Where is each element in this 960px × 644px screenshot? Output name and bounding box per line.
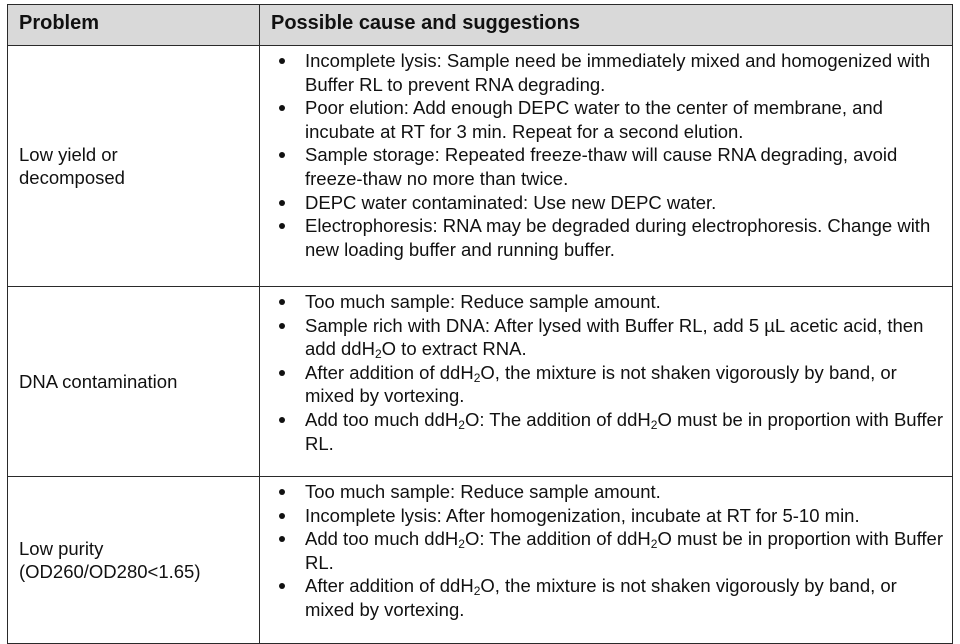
- suggestion-item: Incomplete lysis: Sample need be immediately mixed and homogenized with Buffer RL to prevent RNA degrading.: [260, 49, 952, 96]
- header-cause: Possible cause and suggestions: [260, 5, 953, 46]
- suggestion-item: After addition of ddH$_2$O, the mixture is not shaken vigorously by band, or mixed by vortexing.: [260, 574, 952, 621]
- suggestion-item: Too much sample: Reduce sample amount.: [260, 290, 952, 314]
- suggestion-item: Add too much ddH$_2$O: The addition of ddH$_2$O must be in proportion with Buffer RL.: [260, 527, 952, 574]
- suggestion-list: [260, 49, 952, 261]
- cause-cell: [260, 287, 953, 477]
- suggestion-item: Add too much ddH$_2$O: The addition of ddH$_2$O must be in proportion with Buffer RL.: [260, 408, 952, 455]
- cause-cell: [260, 477, 953, 644]
- problem-text: DNA contamination: [19, 370, 178, 392]
- problem-text: (OD260/OD280<1.65): [19, 561, 201, 582]
- suggestion-item: DEPC water contaminated: Use new DEPC water.: [260, 191, 952, 215]
- table-row: [8, 287, 953, 477]
- suggestion-item: Sample storage: Repeated freeze-thaw will cause RNA degrading, avoid freeze-thaw no more than twice.: [260, 143, 952, 190]
- table-header-row: [8, 5, 953, 46]
- suggestion-item: After addition of ddH$_2$O, the mixture is not shaken vigorously by band, or mixed by vortexing.: [260, 361, 952, 408]
- cause-cell: [260, 46, 953, 287]
- problem-text: decomposed: [19, 167, 125, 188]
- problem-cell: [8, 287, 260, 477]
- suggestion-item: Incomplete lysis: After homogenization, incubate at RT for 5-10 min.: [260, 504, 952, 528]
- problem-text: Low yield or: [19, 143, 118, 165]
- troubleshooting-table: [7, 4, 953, 644]
- suggestion-list: [260, 290, 952, 455]
- table-row: [8, 46, 953, 287]
- header-problem: Problem: [8, 5, 260, 46]
- suggestion-item: Electrophoresis: RNA may be degraded during electrophoresis. Change with new loading buffer and running buffer.: [260, 214, 952, 261]
- problem-text: Low purity: [19, 537, 104, 559]
- table-row: [8, 477, 953, 644]
- problem-cell: [8, 46, 260, 287]
- suggestion-item: Sample rich with DNA: After lysed with Buffer RL, add 5 µL acetic acid, then add ddH$_2$O to extract RNA.: [260, 314, 952, 361]
- suggestion-list: [260, 480, 952, 622]
- suggestion-item: Too much sample: Reduce sample amount.: [260, 480, 952, 504]
- suggestion-item: Poor elution: Add enough DEPC water to the center of membrane, and incubate at RT for 3 min. Repeat for a second elution.: [260, 96, 952, 143]
- problem-cell: [8, 477, 260, 644]
